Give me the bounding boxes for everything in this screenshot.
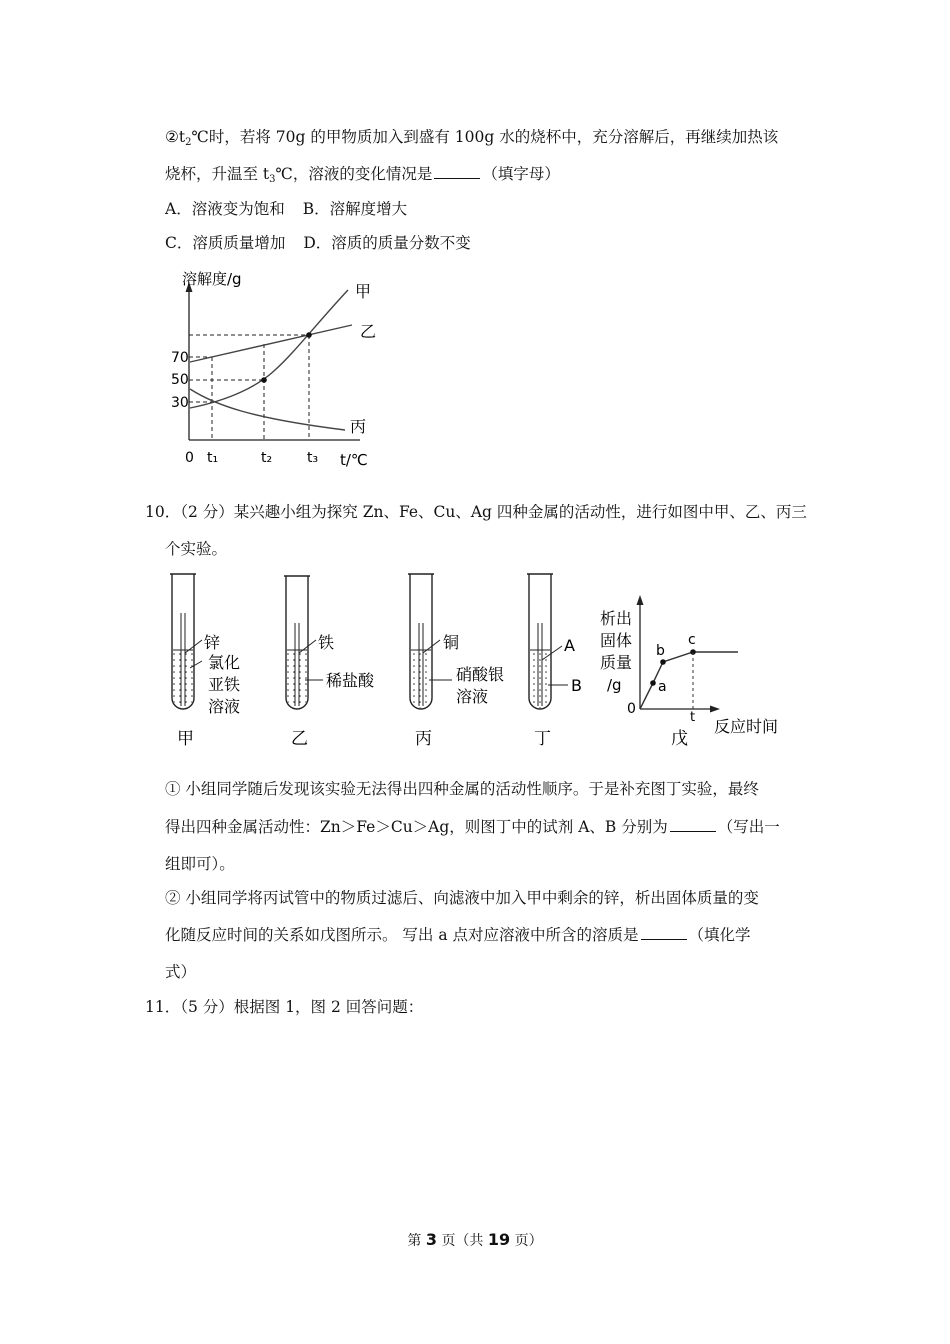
tube-yi-caption: 乙	[291, 729, 308, 749]
series-label-bing: 丙	[350, 417, 367, 436]
graph-caption: 戊	[671, 729, 688, 749]
q10-p1-line2: 得出四种金属活动性：Zn＞Fe＞Cu＞Ag，则图丁中的试剂 A、B 分别为 （写出一	[165, 818, 780, 836]
q9-options-row2	[165, 233, 471, 253]
series-label-yi: 乙	[360, 322, 377, 341]
xtick-t3: t₃	[307, 450, 319, 466]
ytick-70: 70	[171, 350, 189, 366]
y-axis-label: 溶解度/g	[182, 270, 242, 288]
q10-p2-line2: 化随反应时间的关系如戊图所示。 写出 a 点对应溶液中所含的溶质是 （填化学	[165, 926, 751, 944]
graph-ylabel-3: 质量	[600, 653, 633, 672]
tube-jia-label-3: 溶液	[208, 697, 241, 716]
tube-yi-label-iron: 铁	[318, 633, 335, 652]
q10-line1: 10．（2 分）某兴趣小组为探究 Zn、Fe、Cu、Ag 四种金属的活动性，进行如图中甲、乙、丙三	[145, 503, 807, 521]
footer-page-number: 3	[425, 1230, 437, 1249]
graph-origin: 0	[627, 701, 636, 717]
tube-jia-caption: 甲	[177, 729, 194, 749]
graph-point-a	[650, 680, 656, 686]
x-axis-label: t/℃	[340, 451, 368, 469]
q9-part2-line2: 烧杯，升温至 $t_3℃$，溶液的变化情况是 （填字母）	[165, 165, 560, 185]
q10-p2-line3: 式）	[165, 963, 197, 981]
q10-line2: 个实验。	[165, 540, 228, 558]
tube-bing-label-1: 硝酸银	[456, 665, 505, 684]
ytick-30: 30	[171, 395, 189, 411]
tube-bing-label-2: 溶液	[456, 687, 489, 706]
option-d: D．溶质的质量分数不变	[303, 234, 471, 252]
tube-jia	[170, 574, 240, 749]
option-b: B．溶解度增大	[302, 200, 408, 218]
graph-wu	[600, 595, 778, 749]
graph-label-b: b	[656, 643, 665, 659]
option-a: A．溶液变为饱和	[165, 200, 285, 218]
q10-p2-line1: ② 小组同学将丙试管中的物质过滤后、向滤液中加入甲中剩余的锌，析出固体质量的变	[165, 889, 759, 907]
graph-ylabel-1: 析出	[600, 609, 633, 628]
answer-blank-p1[interactable]	[670, 817, 716, 832]
curve-jia	[190, 290, 348, 408]
tube-jia-label-1: 氯化	[208, 653, 241, 672]
xtick-t2: t₂	[261, 450, 273, 466]
tube-bing	[408, 574, 504, 749]
answer-blank[interactable]	[434, 164, 480, 179]
tube-jia-label-2: 亚铁	[208, 675, 241, 694]
ytick-50: 50	[171, 372, 189, 388]
point-t2	[261, 377, 267, 383]
tube-ding	[527, 574, 582, 749]
q11-line1: 11．（5 分）根据图 1，图 2 回答问题：	[145, 998, 424, 1016]
page-footer: 第 3 页（共 19 页）	[407, 1230, 543, 1249]
tube-jia-label-zinc: 锌	[204, 633, 221, 652]
tube-yi-label-acid: 稀盐酸	[326, 671, 375, 690]
graph-xlabel: 反应时间	[714, 717, 779, 736]
point-t3	[306, 332, 312, 338]
tube-bing-caption: 丙	[415, 729, 432, 749]
tube-ding-caption: 丁	[534, 729, 551, 749]
tube-yi	[284, 576, 375, 749]
q9-options-row1	[165, 199, 407, 219]
graph-line	[640, 652, 738, 709]
graph-label-a: a	[658, 679, 667, 695]
graph-label-c: c	[688, 632, 696, 648]
graph-xtick-t: t	[690, 710, 696, 725]
tube-bing-label-copper: 铜	[443, 633, 460, 652]
curve-yi	[190, 325, 352, 362]
graph-point-b	[660, 659, 666, 665]
answer-blank-p2[interactable]	[641, 925, 687, 940]
series-label-jia: 甲	[355, 282, 372, 301]
graph-ylabel-2: 固体	[600, 631, 633, 650]
q10-p1-line3: 组即可）。	[165, 855, 235, 873]
footer-total-pages: 19	[487, 1230, 511, 1249]
xtick-t1: t₁	[207, 450, 219, 466]
solubility-chart	[160, 262, 390, 472]
tube-ding-label-b: B	[571, 676, 582, 695]
q9-part2-line1: $②t_2℃$时，若将 70g 的甲物质加入到盛有 100g 水的烧杯中，充分溶解后，再继续加热该	[165, 128, 779, 148]
q10-p1-line1: ① 小组同学随后发现该实验无法得出四种金属的活动性顺序。于是补充图丁实验，最终	[165, 780, 759, 798]
graph-ylabel-4: /g	[607, 676, 622, 694]
option-c: C．溶质质量增加	[165, 234, 286, 252]
curve-bing	[190, 389, 345, 430]
origin-label: 0	[185, 450, 194, 466]
test-tubes-figure	[160, 568, 800, 758]
tube-ding-label-a: A	[564, 636, 575, 655]
